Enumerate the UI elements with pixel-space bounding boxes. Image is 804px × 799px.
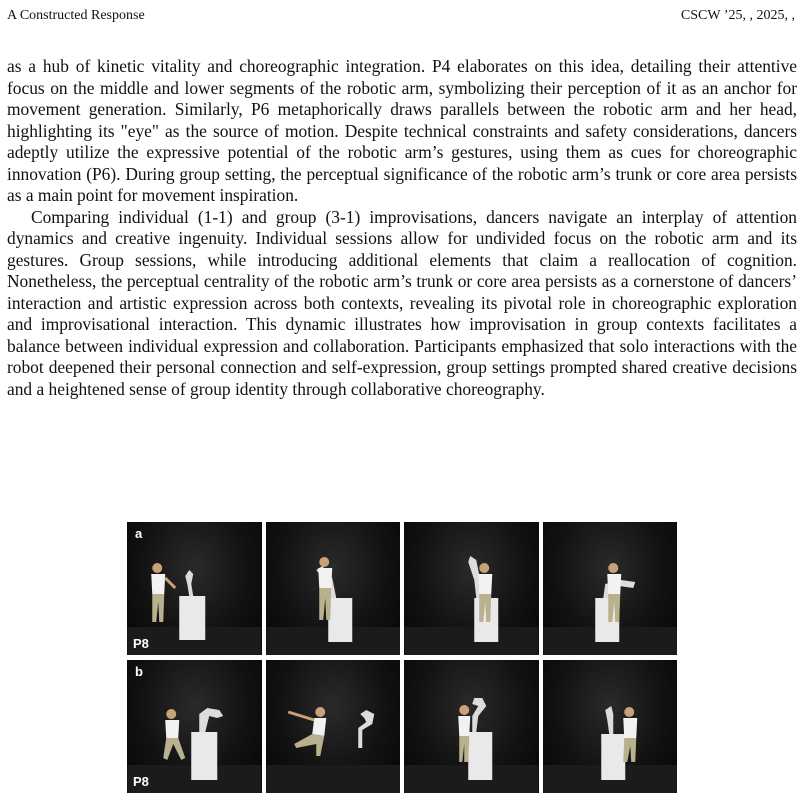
figure-row-a [127, 522, 677, 655]
photo-panel [266, 522, 401, 655]
figure-photo-grid [127, 522, 677, 793]
header-title: A Constructed Response [7, 8, 145, 23]
photo-panel [404, 660, 539, 793]
dancer-robot-photo [404, 660, 539, 793]
dancer-robot-photo [266, 522, 401, 655]
participant-label: P8 [133, 774, 149, 789]
figure-row-b [127, 660, 677, 793]
running-header [7, 6, 795, 26]
photo-panel [543, 660, 678, 793]
header-venue: CSCW ’25, , 2025, , [680, 8, 795, 23]
row-label: a [135, 526, 143, 541]
photo-panel [127, 522, 262, 655]
photo-panel [543, 522, 678, 655]
dancer-robot-photo [543, 522, 678, 655]
dancer-robot-photo [404, 522, 539, 655]
photo-panel [127, 660, 262, 793]
photo-panel [266, 660, 401, 793]
body-text [7, 56, 797, 400]
photo-panel [404, 522, 539, 655]
dancer-robot-photo [266, 660, 401, 793]
dancer-robot-photo [543, 660, 678, 793]
paragraph: as a hub of kinetic vitality and choreographic integration. P4 elaborates on this idea, detailing their attentive focus on the middle and lower segments of the robotic arm, symbolizing their perception of it as an anchor for movement generation. Similarly, P6 metaphorically draws parallels between the robotic arm and her head, highlighting its "eye" as the source of motion. Despite technical constraints and safety considerations, dancers adeptly utilize the expressive potential of the robotic arm’s gestures, using them as cues for choreographic innovation (P6). During group setting, the perceptual significance of the robotic arm’s trunk or core area persists as a main point for movement inspiration. [7, 56, 797, 205]
row-label: b [135, 664, 143, 679]
paragraph: Comparing individual (1-1) and group (3-1) improvisations, dancers navigate an interplay of attention dynamics and creative ingenuity. Individual sessions allow for undivided focus on the robotic arm and its gestures. Group sessions, while introducing additional elements that claim a reallocation of cognition. Nonetheless, the perceptual centrality of the robotic arm’s trunk or core area persists as a cornerstone of dancers’ interaction and artistic expression across both contexts, revealing its pivotal role in choreographic exploration and improvisational interaction. This dynamic illustrates how improvisation in group contexts facilitates a balance between individual expression and collaboration. Participants emphasized that solo interactions with the robot deepened their personal connection and self-expression, group settings prompted shared creative decisions and a heightened sense of group identity through collaborative choreography. [7, 206, 797, 399]
participant-label: P8 [133, 636, 149, 651]
